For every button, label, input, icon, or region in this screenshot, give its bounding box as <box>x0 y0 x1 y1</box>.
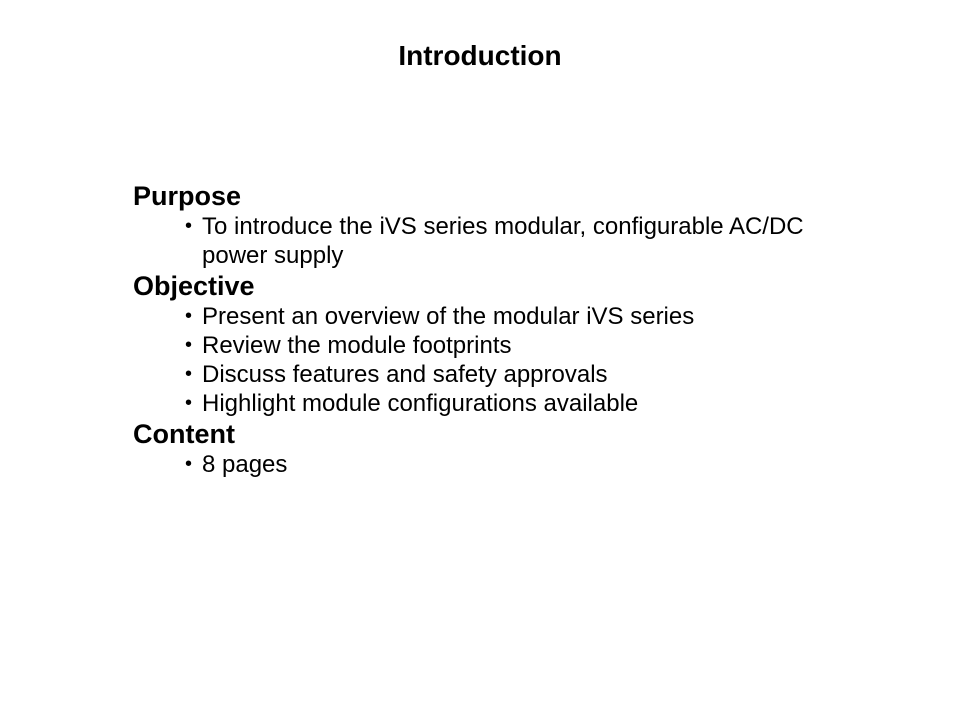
bullet-icon: • <box>185 305 193 327</box>
bullet-text: Present an overview of the modular iVS series <box>202 303 695 330</box>
section-heading: Content <box>133 419 235 449</box>
section-purpose <box>133 180 893 270</box>
bullet-text: Discuss features and safety approvals <box>202 361 608 388</box>
bullet-icon: • <box>185 392 193 414</box>
section-heading: Purpose <box>133 181 242 211</box>
bullet-item <box>133 212 893 270</box>
slide-body <box>133 180 893 479</box>
slide-title: Introduction <box>398 40 562 71</box>
bullet-icon: • <box>185 363 193 385</box>
bullet-icon: • <box>185 453 193 475</box>
bullet-icon: • <box>185 215 193 237</box>
bullet-item <box>133 360 893 389</box>
bullet-item <box>133 302 893 331</box>
bullet-item <box>133 331 893 360</box>
bullet-text: 8 pages <box>202 451 288 478</box>
bullet-text: To introduce the iVS series modular, configurable AC/DC power supply <box>202 213 804 269</box>
bullet-icon: • <box>185 334 193 356</box>
bullet-text: Highlight module configurations available <box>202 390 639 417</box>
bullet-item <box>133 389 893 418</box>
bullet-text: Review the module footprints <box>202 332 512 359</box>
bullet-item <box>133 450 893 479</box>
section-content <box>133 418 893 479</box>
section-heading: Objective <box>133 271 255 301</box>
section-objective <box>133 270 893 418</box>
